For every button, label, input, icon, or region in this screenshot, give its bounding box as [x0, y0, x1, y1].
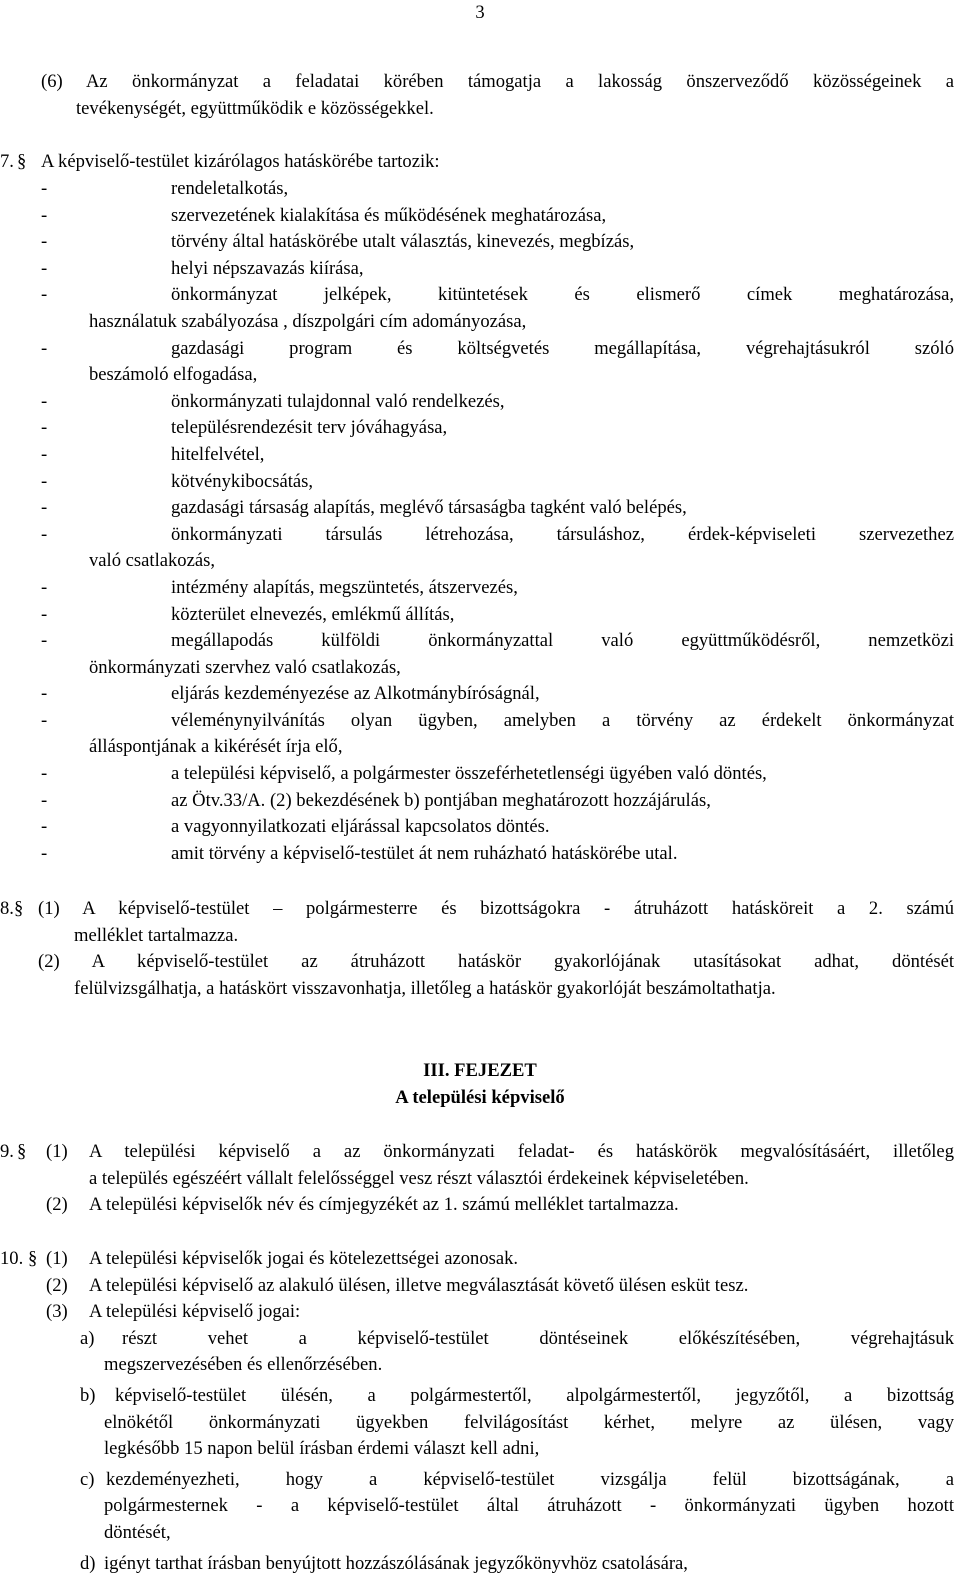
list-dash: -: [41, 683, 48, 705]
list-dash: -: [41, 497, 48, 519]
list-dash: -: [41, 842, 48, 864]
list-item-continuation: beszámoló elfogadása,: [89, 364, 258, 386]
list-item-text: rendeletalkotás,: [171, 178, 289, 199]
list-item-continuation: önkormányzati szervhez való csatlakozás,: [89, 656, 401, 678]
list-dash: -: [41, 763, 48, 785]
section-7-heading: [0, 149, 960, 176]
item-b-line-1: képviselő-testület ülésén, a polgármestertől, alpolgármestertől, jegyzőtől, a bizottság: [115, 1384, 954, 1406]
list-dash: -: [41, 417, 48, 439]
list-item-text: az Ötv.33/A. (2) bekezdésének b) pontjában meghatározott hozzájárulás,: [171, 789, 711, 811]
list-dash: -: [41, 603, 48, 625]
list-item-text: közterület elnevezés, emlékmű állítás,: [171, 603, 455, 625]
list-item: [0, 469, 960, 496]
list-dash: -: [41, 178, 48, 199]
list-item-text: intézmény alapítás, megszüntetés, átszervezés,: [171, 576, 518, 598]
list-dash: -: [41, 443, 48, 465]
list-item: [0, 203, 960, 230]
list-dash: -: [41, 390, 48, 412]
list-dash: -: [41, 470, 48, 492]
section-10-p3-text: A települési képviselő jogai:: [89, 1301, 301, 1323]
section-8-p2-line-1: (2) A képviselő-testület az átruházott hatáskör gyakorlójának utasításokat adhat, döntését: [38, 951, 954, 973]
item-a-label: a): [80, 1327, 95, 1349]
section-10-p3-num: (3): [46, 1301, 68, 1323]
section-symbol: §: [28, 1248, 38, 1269]
list-dash: -: [41, 523, 48, 545]
list-item-text: önkormányzat jelképek, kitüntetések és elismerő címek meghatározása,: [171, 284, 954, 306]
list-item: [0, 761, 960, 788]
list-dash: -: [41, 204, 48, 226]
list-item: [0, 282, 960, 309]
list-item: [0, 256, 960, 283]
section-8-p1-text: (1) A képviselő-testület – polgármesterre és bizottságokra - átruházott hatásköreit a 2. számú: [38, 898, 954, 919]
list-item: [0, 522, 960, 549]
item-c-label: c): [80, 1468, 95, 1490]
list-dash: -: [41, 284, 48, 306]
section-7-number: 7.: [0, 151, 14, 172]
section-7-intro: A képviselő-testület kizárólagos hatáskörébe tartozik:: [41, 151, 440, 172]
list-item-text: a vagyonnyilatkozati eljárással kapcsolatos döntés.: [171, 816, 550, 838]
list-item: [0, 389, 960, 416]
item-b-line-3: legkésőbb 15 napon belül írásban érdemi választ kell adni,: [104, 1438, 540, 1460]
section-symbol: §: [17, 151, 27, 172]
list-dash: -: [41, 576, 48, 598]
list-item: [0, 495, 960, 522]
section-10: [0, 1246, 960, 1577]
list-item-text: megállapodás külföldi önkormányzattal való együttműködésről, nemzetközi: [171, 630, 954, 652]
section-10-p2-num: (2): [46, 1274, 68, 1296]
paragraph-6-line-2: tevékenységét, együttműködik e közösségekkel.: [76, 97, 434, 119]
item-a-line-1: részt vehet a képviselő-testület döntéseinek előkészítésében, végrehajtásuk: [122, 1327, 954, 1349]
section-9-number: 9.: [0, 1141, 14, 1162]
section-8-p2-line-2: felülvizsgálhatja, a hatáskört visszavonhatja, illetőleg a hatáskör gyakorlóját beszámoltathatja.: [74, 977, 776, 999]
list-item-continuation: használatuk szabályozása , díszpolgári cím adományozása,: [89, 310, 527, 332]
list-item-continuation: álláspontjának a kikérését írja elő,: [89, 736, 343, 758]
list-item-text: önkormányzati tulajdonnal való rendelkezés,: [171, 390, 505, 412]
section-9-p2-text: A települési képviselők név és címjegyzékét az 1. számú melléklet tartalmazza.: [89, 1194, 679, 1216]
list-dash: -: [41, 257, 48, 279]
list-item: [0, 841, 960, 868]
item-c-line-2: polgármesternek - a képviselő-testület által átruházott - önkormányzati ügyben hozott: [104, 1495, 954, 1517]
section-9-p1-line-1: A települési képviselő a az önkormányzati feladat- és hatáskörök megvalósításáért, illetőleg: [89, 1141, 954, 1162]
list-dash: -: [41, 231, 48, 253]
list-item-text: településrendezésit terv jóváhagyása,: [171, 417, 448, 439]
section-8-p1-line-2: melléklet tartalmazza.: [74, 924, 239, 946]
list-item: [0, 628, 960, 655]
section-symbol: §: [13, 898, 24, 919]
list-item: [0, 681, 960, 708]
section-9: [0, 1139, 960, 1219]
paragraph-6: [0, 69, 960, 122]
list-item: [0, 575, 960, 602]
page-number: 3: [475, 2, 485, 23]
section-9-p2-num: (2): [46, 1194, 68, 1216]
section-10-p1-num: (1): [46, 1248, 68, 1269]
list-dash: -: [41, 816, 48, 838]
item-b-label: b): [80, 1384, 96, 1406]
list-item-text: a települési képviselő, a polgármester összeférhetetlenségi ügyében való döntés,: [171, 763, 767, 785]
chapter-subtitle: A települési képviselő: [395, 1087, 565, 1108]
list-dash: -: [41, 630, 48, 652]
item-b-line-2: elnökétől önkormányzati ügyekben felvilágosítást kérhet, melyre az ülésen, vagy: [104, 1411, 954, 1433]
list-item: [0, 602, 960, 629]
list-item-text: véleménynyilvánítás olyan ügyben, amelyben a törvény az érdekelt önkormányzat: [171, 709, 954, 731]
item-a-line-2: megszervezésében és ellenőrzésében.: [104, 1354, 383, 1376]
section-8: [0, 896, 960, 1002]
list-item-text: eljárás kezdeményezése az Alkotmánybíróságnál,: [171, 683, 540, 705]
paragraph-6-line-1: (6) Az önkormányzat a feladatai körében támogatja a lakosság önszerveződő közösségeinek a: [41, 71, 954, 92]
list-item-text: törvény által hatáskörébe utalt választás, kinevezés, megbízás,: [171, 231, 635, 253]
item-d-line-1: igényt tarthat írásban benyújtott hozzászólásának jegyzőkönyvhöz csatolására,: [104, 1552, 688, 1574]
section-7-list: [0, 176, 960, 867]
list-item: [0, 788, 960, 815]
item-c-line-3: döntését,: [104, 1521, 171, 1543]
list-dash: -: [41, 337, 48, 359]
list-item-text: szervezetének kialakítása és működésének meghatározása,: [171, 204, 607, 226]
list-item: [0, 442, 960, 469]
section-10-number: 10.: [0, 1248, 24, 1269]
list-item: [0, 708, 960, 735]
section-10-p1-text: A települési képviselők jogai és kötelezettségei azonosak.: [89, 1248, 519, 1269]
list-item: [0, 814, 960, 841]
list-item: [0, 415, 960, 442]
list-item: [0, 176, 960, 203]
list-item-text: gazdasági program és költségvetés megállapítása, végrehajtásukról szóló: [171, 337, 954, 359]
list-item: [0, 336, 960, 363]
section-symbol: §: [17, 1141, 27, 1162]
section-8-p1-line-1: [0, 896, 960, 923]
list-dash: -: [41, 709, 48, 731]
section-10-p2-text: A települési képviselő az alakuló ülésen, illetve megválasztását követő ülésen esküt tesz.: [89, 1274, 749, 1296]
list-item: [0, 229, 960, 256]
list-item-text: hitelfelvétel,: [171, 443, 265, 465]
list-item-text: önkormányzati társulás létrehozása, társuláshoz, érdek-képviseleti szervezethez: [171, 523, 954, 545]
item-d-label: d): [80, 1552, 96, 1574]
list-item-text: amit törvény a képviselő-testület át nem ruházható hatáskörébe utal.: [171, 842, 678, 864]
item-c-line-1: kezdeményezheti, hogy a képviselő-testület vizsgálja felül bizottságának, a: [106, 1468, 954, 1490]
list-item-continuation: való csatlakozás,: [89, 550, 215, 572]
chapter-title: III. FEJEZET: [423, 1060, 537, 1081]
section-9-p1-num: (1): [46, 1141, 68, 1162]
section-8-number: 8.: [0, 898, 14, 919]
list-dash: -: [41, 789, 48, 811]
section-9-p1-line-2: a település egészéért vállalt felelősséggel vesz részt választói érdekeinek képviseletében.: [89, 1167, 749, 1189]
list-item-text: kötvénykibocsátás,: [171, 470, 314, 492]
list-item-text: gazdasági társaság alapítás, meglévő társaságba tagként való belépés,: [171, 497, 687, 519]
list-item-text: helyi népszavazás kiírása,: [171, 257, 364, 279]
